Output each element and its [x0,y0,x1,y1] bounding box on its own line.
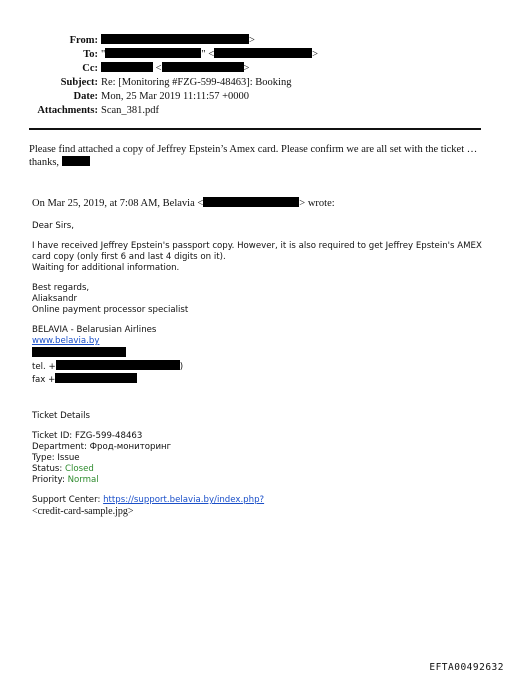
document-id: EFTA00492632 [429,662,504,673]
reply-line-2 [29,156,484,169]
sender-name: Aliaksandr [32,294,78,304]
redacted-line [32,347,482,360]
subject-row [0,76,512,90]
redaction-box [55,373,137,383]
cc-separator: < [155,63,162,74]
bracket: > [249,35,255,46]
greeting: Dear Sirs, [32,221,75,231]
to-label: To: [83,49,98,60]
sender-role: Online payment processor specialist [32,305,189,315]
priority-value: Normal [67,475,99,485]
bracket: > [312,49,319,60]
from-value [101,34,255,48]
to-value [101,48,318,62]
status-row [32,464,482,475]
type-label: Type: [32,453,55,463]
reply-signoff: thanks, [29,157,60,168]
regards: Best regards, [32,283,90,293]
attachment-reference: <credit-card-sample.jpg> [32,506,134,517]
from-label: From: [69,35,98,46]
tel-close: ) [179,362,184,372]
attachments-row [0,104,512,118]
quoted-body [32,221,482,386]
redaction-box [214,48,312,58]
status-badge: Closed [65,464,94,474]
quote-mark: " [101,49,106,60]
tel-line [32,360,482,373]
attachment-link[interactable]: Scan_381.pdf [101,105,160,116]
ticket-section-title: Ticket Details [32,411,90,421]
quoted-header-suffix: > wrote: [299,198,335,209]
fax-label: fax + [32,375,56,385]
fax-line [32,373,482,386]
type-value: Issue [57,453,80,463]
to-separator: " < [201,49,215,60]
ticket-id-value: FZG-599-48463 [74,431,143,441]
to-row [0,48,512,62]
cc-value [101,62,249,76]
company-name: BELAVIA - Belarusian Airlines [32,325,157,335]
body-line-3: Waiting for additional information. [32,263,180,273]
ticket-id-row [32,431,482,442]
redaction-box [203,197,299,207]
ticket-id-label: Ticket ID: [32,431,73,441]
quoted-header [32,197,335,210]
attachments-label: Attachments: [37,105,98,116]
date-row [0,90,512,104]
reply-message [29,143,484,169]
body-line-2: card copy (only first 6 and last 4 digits on it). [32,252,226,262]
department-label: Department: [32,442,87,452]
reply-line-1: Please find attached a copy of Jeffrey Epstein’s Amex card. Please confirm we are all set with the ticket … [29,144,478,155]
redaction-box [162,62,244,72]
header-divider [29,128,481,130]
ticket-details [32,411,482,517]
type-row [32,453,482,464]
website-row [32,336,482,347]
subject-value: Re: [Monitoring #FZG-599-48463]: Booking [101,77,292,88]
website-link[interactable]: www.belavia.by [32,336,100,346]
from-row [0,34,512,48]
cc-row [0,62,512,76]
support-link[interactable]: https://support.belavia.by/index.php? [103,495,265,505]
status-label: Status: [32,464,63,474]
subject-label: Subject: [60,77,98,88]
support-label: Support Center: [32,495,101,505]
priority-row [32,475,482,486]
department-row [32,442,482,453]
redaction-box [56,360,180,370]
date-value: Mon, 25 Mar 2019 11:11:57 +0000 [101,91,250,102]
quoted-header-prefix: On Mar 25, 2019, at 7:08 AM, Belavia < [32,198,204,209]
tel-label: tel. + [32,362,56,372]
priority-label: Priority: [32,475,65,485]
redaction-box [101,34,249,44]
email-header [0,34,512,118]
support-row [32,495,482,506]
redaction-box [105,48,201,58]
bracket: > [243,63,250,74]
date-label: Date: [73,91,98,102]
body-line-1: I have received Jeffrey Epstein's passport copy. However, it is also required to get Jeffrey Epstein's AMEX [32,241,482,251]
redaction-box [32,347,126,357]
redaction-box [62,156,90,166]
redaction-box [101,62,153,72]
cc-label: Cc: [82,63,98,74]
department-value: Фрод-мониторинг [89,442,172,452]
